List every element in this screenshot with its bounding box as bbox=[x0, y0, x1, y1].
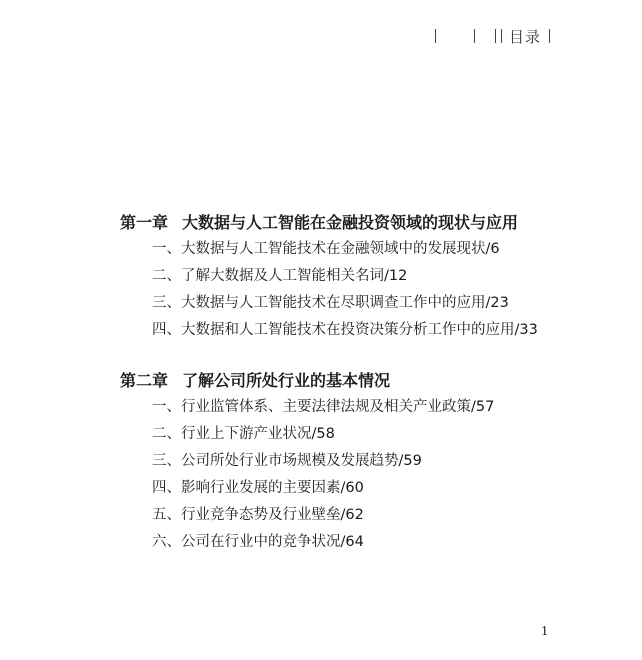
table-of-contents bbox=[120, 210, 580, 580]
toc-entry[interactable]: 四、大数据和人工智能技术在投资决策分析工作中的应用/33 bbox=[152, 322, 538, 338]
chapter-number: 第一章 bbox=[120, 213, 169, 232]
toc-entry[interactable]: 三、大数据与人工智能技术在尽职调查工作中的应用/23 bbox=[152, 295, 509, 311]
toc-entry[interactable]: 一、大数据与人工智能技术在金融领域中的发展现状/6 bbox=[152, 241, 500, 257]
chapter-title: 大数据与人工智能在金融投资领域的现状与应用 bbox=[182, 213, 519, 232]
header-rule bbox=[501, 29, 502, 43]
toc-entry[interactable]: 六、公司在行业中的竞争状况/64 bbox=[152, 534, 364, 550]
chapter-1 bbox=[120, 210, 580, 344]
toc-entry[interactable]: 五、行业竞争态势及行业壁垒/62 bbox=[152, 507, 364, 523]
header-rule bbox=[435, 29, 436, 43]
toc-entry[interactable]: 一、行业监管体系、主要法律法规及相关产业政策/57 bbox=[152, 399, 495, 415]
header-rule bbox=[474, 29, 475, 43]
chapter-heading[interactable] bbox=[120, 368, 580, 394]
toc-entry[interactable]: 二、了解大数据及人工智能相关名词/12 bbox=[152, 268, 408, 284]
chapter-title: 了解公司所处行业的基本情况 bbox=[182, 371, 391, 390]
page-number: 1 bbox=[541, 624, 548, 639]
header-title: 目录 bbox=[508, 27, 541, 46]
toc-entry[interactable]: 三、公司所处行业市场规模及发展趋势/59 bbox=[152, 453, 422, 469]
header-rule bbox=[495, 29, 496, 43]
toc-entry[interactable]: 四、影响行业发展的主要因素/60 bbox=[152, 480, 364, 496]
header-rule bbox=[549, 29, 550, 43]
running-header bbox=[435, 26, 550, 46]
chapter-heading[interactable] bbox=[120, 210, 580, 236]
toc-entry[interactable]: 二、行业上下游产业状况/58 bbox=[152, 426, 335, 442]
chapter-number: 第二章 bbox=[120, 371, 169, 390]
chapter-2 bbox=[120, 368, 580, 556]
